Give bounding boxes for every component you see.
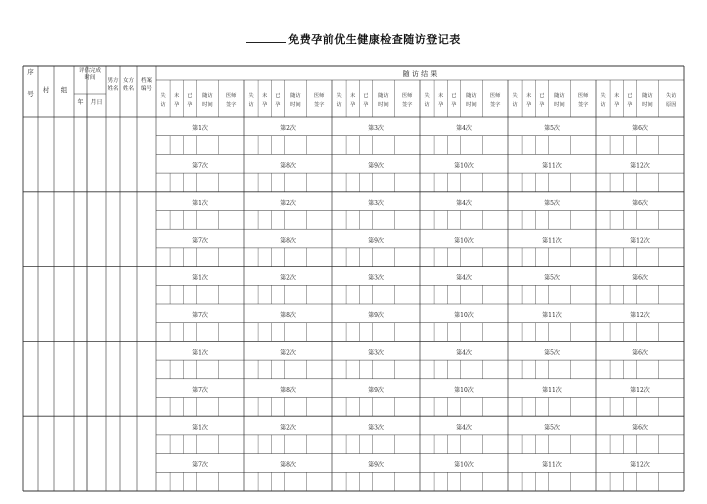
- visit-label: 第11次: [542, 461, 562, 469]
- visit-label: 第2次: [280, 199, 296, 207]
- visit-label: 第7次: [192, 237, 208, 245]
- visit-label: 第9次: [368, 237, 384, 245]
- header-male-name: 男方: [107, 78, 119, 84]
- visit-label: 第1次: [192, 199, 208, 207]
- visit-label: 第6次: [632, 125, 648, 133]
- visit-label: 第4次: [456, 125, 472, 133]
- header-seq: 序: [27, 68, 34, 76]
- visit-label: 第5次: [544, 424, 560, 432]
- subcolumn-header-label: 已: [539, 93, 545, 99]
- subcolumn-header-label: 孕: [275, 102, 281, 108]
- header-followup-results: 随 访 结 果: [402, 70, 438, 78]
- visit-label: 第8次: [280, 312, 296, 320]
- subcolumn-header-label: 访: [336, 102, 342, 108]
- visit-label: 第11次: [542, 312, 562, 320]
- visit-label: 第2次: [280, 349, 296, 357]
- table-grid-lines: [23, 66, 684, 491]
- subcolumn-header-label: 医师: [578, 93, 589, 99]
- subcolumn-header-label: 孕: [363, 102, 369, 108]
- subcolumn-header-label: 已: [627, 93, 633, 99]
- header-assess-date: 评估完成: [78, 68, 102, 74]
- table-labels: [27, 66, 676, 469]
- visit-label: 第7次: [192, 461, 208, 469]
- visit-label: 第12次: [630, 162, 650, 170]
- visit-label: 第12次: [630, 461, 650, 469]
- visit-label: 第3次: [368, 199, 384, 207]
- visit-label: 第7次: [192, 312, 208, 320]
- subcolumn-header-label: 已: [275, 93, 281, 99]
- subcolumn-header-label: 签字: [314, 102, 325, 108]
- subcolumn-header-label: 时间: [378, 102, 389, 108]
- subcolumn-header-label: 医师: [226, 93, 237, 99]
- visit-label: 第5次: [544, 349, 560, 357]
- subcolumn-header-label: 未: [262, 93, 268, 99]
- visit-label: 第6次: [632, 349, 648, 357]
- subcolumn-header-label: 时间: [290, 102, 301, 108]
- visit-label: 第2次: [280, 125, 296, 133]
- subcolumn-header-label: 孕: [614, 102, 620, 108]
- subcolumn-header-label: 未: [350, 93, 356, 99]
- visit-label: 第8次: [280, 162, 296, 170]
- visit-label: 第1次: [192, 349, 208, 357]
- subcolumn-header-label: 失: [160, 93, 166, 99]
- visit-label: 第10次: [454, 312, 474, 320]
- visit-label: 第3次: [368, 274, 384, 282]
- subcolumn-header-label: 未: [526, 93, 532, 99]
- visit-label: 第10次: [454, 237, 474, 245]
- visit-label: 第12次: [630, 237, 650, 245]
- subcolumn-header-label: 未: [438, 93, 444, 99]
- subcolumn-header-label: 孕: [526, 102, 532, 108]
- header-file-no: 编号: [140, 86, 153, 92]
- subcolumn-header-label: 失: [336, 93, 342, 99]
- visit-label: 第1次: [192, 424, 208, 432]
- subcolumn-header-label: 时间: [642, 102, 653, 108]
- visit-label: 第6次: [632, 274, 648, 282]
- subcolumn-header-label: 随访: [554, 93, 565, 99]
- header-year: 年: [77, 99, 84, 106]
- subcolumn-header-label: 失: [248, 93, 254, 99]
- subcolumn-header-label: 孕: [627, 102, 633, 108]
- visit-label: 第11次: [542, 162, 562, 170]
- subcolumn-header-label: 时间: [466, 102, 477, 108]
- header-village: 村: [42, 86, 50, 94]
- subcolumn-header-label: 访: [248, 102, 254, 108]
- header-group: 组: [60, 86, 68, 94]
- subcolumn-header-label: 未: [614, 93, 620, 99]
- subcolumn-header-label: 孕: [539, 102, 545, 108]
- subcolumn-header-label: 随访: [290, 93, 301, 99]
- visit-label: 第8次: [280, 237, 296, 245]
- visit-label: 第11次: [542, 386, 562, 394]
- visit-label: 第12次: [630, 386, 650, 394]
- header-assess-date: 时间: [84, 75, 96, 81]
- visit-label: 第3次: [368, 349, 384, 357]
- subcolumn-header-label: 孕: [350, 102, 356, 108]
- title-blank-line[interactable]: [246, 31, 286, 43]
- visit-label: 第4次: [456, 424, 472, 432]
- subcolumn-header-label: 孕: [174, 102, 180, 108]
- visit-label: 第5次: [544, 125, 560, 133]
- visit-label: 第8次: [280, 386, 296, 394]
- subcolumn-header-label: 访: [160, 102, 166, 108]
- visit-label: 第9次: [368, 162, 384, 170]
- visit-label: 第5次: [544, 199, 560, 207]
- visit-label: 第4次: [456, 199, 472, 207]
- header-male-name: 姓名: [107, 86, 119, 92]
- visit-label: 第2次: [280, 424, 296, 432]
- visit-label: 第6次: [632, 199, 648, 207]
- subcolumn-header-label: 签字: [402, 102, 413, 108]
- subcolumn-header-label: 孕: [187, 102, 193, 108]
- subcolumn-header-label: 医师: [490, 93, 501, 99]
- visit-label: 第2次: [280, 274, 296, 282]
- subcolumn-header-label: 孕: [438, 102, 444, 108]
- visit-label: 第11次: [542, 237, 562, 245]
- visit-label: 第9次: [368, 461, 384, 469]
- header-female-name: 姓名: [122, 86, 135, 92]
- header-female-name: 女方: [122, 78, 135, 84]
- form-title: 免费孕前优生健康检查随访登记表: [0, 28, 707, 47]
- subcolumn-header-label: 失: [424, 93, 430, 99]
- visit-label: 第7次: [192, 386, 208, 394]
- subcolumn-header-label: 医师: [402, 93, 413, 99]
- visit-label: 第5次: [544, 274, 560, 282]
- visit-label: 第7次: [192, 162, 208, 170]
- header-month-day: 月日: [90, 99, 103, 106]
- visit-label: 第1次: [192, 274, 208, 282]
- subcolumn-header-label: 医师: [314, 93, 325, 99]
- visit-label: 第1次: [192, 125, 208, 133]
- visit-label: 第6次: [632, 424, 648, 432]
- subcolumn-header-label: 已: [451, 93, 457, 99]
- subcolumn-header-label: 随访: [466, 93, 477, 99]
- subcolumn-header-label: 访: [512, 102, 518, 108]
- subcolumn-header-label: 孕: [262, 102, 268, 108]
- visit-label: 第3次: [368, 125, 384, 133]
- visit-label: 第10次: [454, 162, 474, 170]
- header-file-no: 档案: [140, 78, 153, 84]
- subcolumn-header-label: 未: [174, 93, 180, 99]
- visit-label: 第4次: [456, 349, 472, 357]
- subcolumn-header-label: 访: [600, 102, 606, 108]
- subcolumn-header-label: 签字: [490, 102, 501, 108]
- visit-label: 第4次: [456, 274, 472, 282]
- subcolumn-header-label: 随访: [642, 93, 653, 99]
- subcolumn-header-label: 已: [363, 93, 369, 99]
- subcolumn-header-label: 访: [424, 102, 430, 108]
- subcolumn-header-label: 失: [512, 93, 518, 99]
- subcolumn-header-label: 孕: [451, 102, 457, 108]
- subcolumn-header-label: 已: [187, 93, 193, 99]
- header-seq: 号: [27, 90, 34, 98]
- subcolumn-header-label: 签字: [578, 102, 589, 108]
- subcolumn-header-label: 失访: [666, 93, 677, 99]
- visit-label: 第9次: [368, 386, 384, 394]
- visit-label: 第9次: [368, 312, 384, 320]
- visit-label: 第10次: [454, 386, 474, 394]
- visit-label: 第8次: [280, 461, 296, 469]
- visit-label: 第10次: [454, 461, 474, 469]
- visit-label: 第12次: [630, 312, 650, 320]
- subcolumn-header-label: 签字: [226, 102, 237, 108]
- subcolumn-header-label: 原因: [666, 102, 677, 108]
- subcolumn-header-label: 随访: [202, 93, 213, 99]
- subcolumn-header-label: 失: [600, 93, 606, 99]
- visit-label: 第3次: [368, 424, 384, 432]
- subcolumn-header-label: 随访: [378, 93, 389, 99]
- subcolumn-header-label: 时间: [202, 102, 213, 108]
- subcolumn-header-label: 时间: [554, 102, 565, 108]
